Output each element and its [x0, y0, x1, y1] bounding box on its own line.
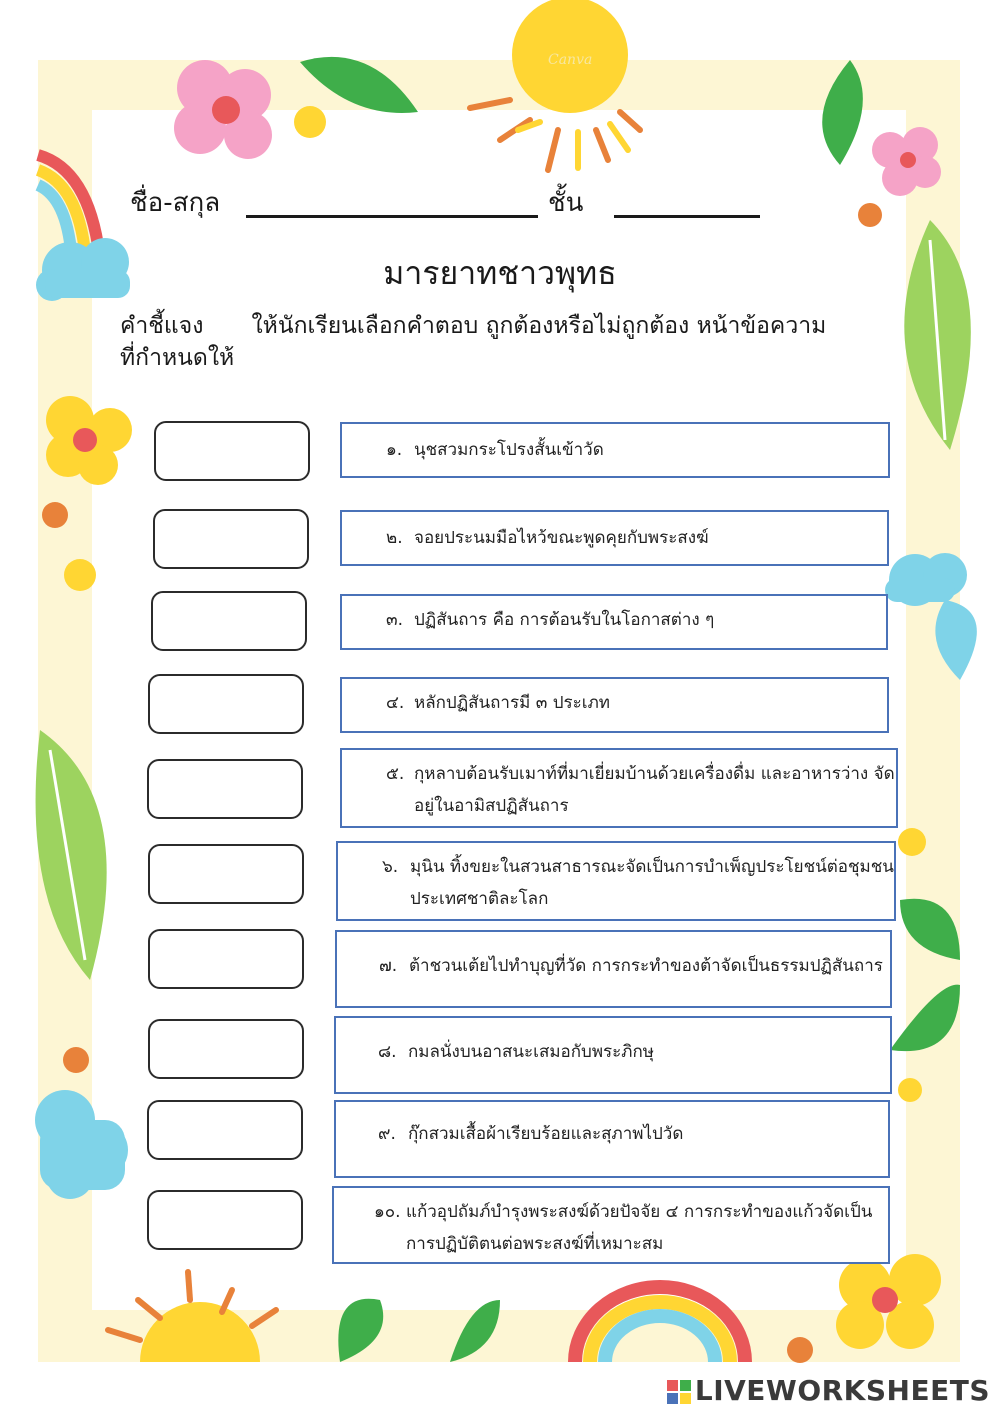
question-number: ๖.: [382, 857, 399, 877]
question-item: [334, 1016, 892, 1094]
answer-box-9[interactable]: [147, 1100, 303, 1160]
question-text-cont: การปฏิบัติตนต่อพระสงฆ์ที่เหมาะสม: [406, 1234, 664, 1254]
class-input-line[interactable]: [614, 215, 760, 218]
liveworksheets-logo-icon: [667, 1380, 691, 1404]
question-item: [336, 841, 896, 921]
canva-watermark: Canva: [548, 52, 593, 68]
sun-icon: [108, 1272, 276, 1362]
cloud-icon: [35, 1090, 128, 1199]
question-text: นุชสวมกระโปรงสั้นเข้าวัด: [414, 440, 604, 460]
answer-box-3[interactable]: [151, 591, 307, 651]
question-text: กมลนั่งบนอาสนะเสมอกับพระภิกษุ: [408, 1042, 654, 1062]
rainbow-icon: [575, 1287, 745, 1362]
question-number: ๕.: [386, 764, 405, 784]
question-item: [340, 677, 889, 733]
question-text: แก้วอุปถัมภ์บำรุงพระสงฆ์ด้วยปัจจัย ๔ การกระทำของแก้วจัดเป็น: [406, 1202, 873, 1222]
answer-box-10[interactable]: [147, 1190, 303, 1250]
answer-box-7[interactable]: [148, 929, 304, 989]
question-item: [332, 1186, 890, 1264]
class-label: ชั้น: [548, 188, 584, 218]
question-text-cont: ประเทศชาติละโลก: [410, 889, 549, 909]
answer-box-1[interactable]: [154, 421, 310, 481]
liveworksheets-brand: [667, 1374, 990, 1407]
answer-box-4[interactable]: [148, 674, 304, 734]
question-item: [334, 1100, 890, 1178]
sun-icon: [470, 0, 640, 170]
question-text: หลักปฏิสันถารมี ๓ ประเภท: [414, 693, 610, 713]
flower-icon: [174, 60, 272, 159]
answer-box-6[interactable]: [148, 844, 304, 904]
brand-text: LIVEWORKSHEETS: [694, 1374, 990, 1407]
question-number: ๒.: [386, 528, 403, 548]
flower-icon: [46, 396, 132, 485]
instruction-label: คำชี้แจง: [120, 313, 204, 339]
question-text: กุ๊กสวมเสื้อผ้าเรียบร้อยและสุภาพไปวัด: [408, 1124, 684, 1144]
question-text: จอยประนมมือไหว้ขณะพูดคุยกับพระสงฆ์: [414, 528, 709, 548]
question-text: ต้าชวนเต้ยไปทำบุญที่วัด การกระทำของต้าจัดเป็นธรรมปฏิสันถาร: [409, 956, 883, 976]
flower-icon: [872, 127, 941, 196]
question-text: มุนิน ทิ้งขยะในสวนสาธารณะจัดเป็นการบำเพ็ญประโยชน์ต่อชุมชน: [410, 857, 894, 877]
question-item: [340, 748, 898, 828]
question-item: [340, 422, 890, 478]
question-item: [340, 510, 889, 566]
question-number: ๑๐.: [374, 1202, 401, 1222]
question-number: ๗.: [379, 956, 398, 976]
question-item: [335, 930, 892, 1008]
answer-box-5[interactable]: [147, 759, 303, 819]
answer-box-8[interactable]: [148, 1019, 304, 1079]
question-number: ๑.: [386, 440, 403, 460]
question-number: ๙.: [378, 1124, 396, 1144]
instruction-text: ให้นักเรียนเลือกคำตอบ ถูกต้องหรือไม่ถูกต้อง หน้าข้อความที่กำหนดให้: [120, 313, 827, 371]
question-item: [340, 594, 888, 650]
question-text-cont: อยู่ในอามิสปฏิสันถาร: [414, 796, 569, 816]
question-number: ๔.: [386, 693, 405, 713]
page-title: มารยาทชาวพุทธ: [383, 254, 617, 292]
question-number: ๘.: [378, 1042, 397, 1062]
instructions: [120, 310, 840, 374]
flower-icon: [836, 1254, 941, 1349]
question-text: กุหลาบต้อนรับเมาท์ที่มาเยี่ยมบ้านด้วยเครื่องดื่ม และอาหารว่าง จัด: [414, 764, 895, 784]
answer-box-2[interactable]: [153, 509, 309, 569]
name-input-line[interactable]: [246, 215, 538, 218]
question-text: ปฏิสันถาร คือ การต้อนรับในโอกาสต่าง ๆ: [414, 610, 715, 630]
question-number: ๓.: [386, 610, 404, 630]
cloud-icon: [885, 553, 967, 606]
name-label: ชื่อ-สกุล: [130, 188, 221, 218]
